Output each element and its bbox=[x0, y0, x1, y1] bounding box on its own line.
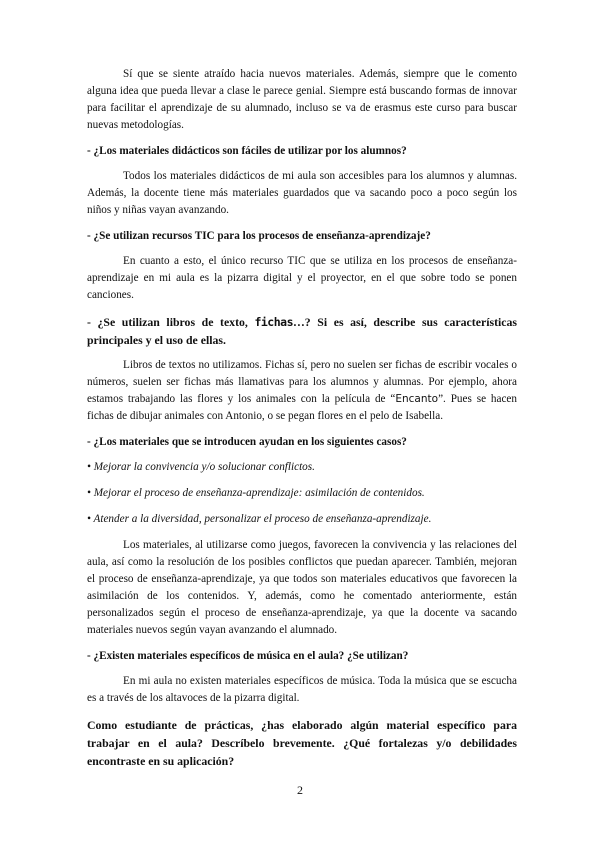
paragraph-music-answer: En mi aula no existen materiales específicos de música. Toda la música que se escucha es a través de los altavoces de la pizarra digital. bbox=[87, 675, 517, 704]
textbooks-answer-part1: Libros de textos no utilizamos. Fichas sí, pero no suelen ser fichas de escribir vocales o números, suelen ser fichas más llamativas para los alumnos y alumnas. Por ejemplo, ahora estamos trabajando las flores y los animales con la película de “ bbox=[87, 359, 517, 405]
bullet-diversidad: • Atender a la diversidad, personalizar el proceso de enseñanza-aprendizaje. bbox=[87, 513, 432, 525]
textbooks-answer-encanto: Encanto bbox=[395, 393, 439, 405]
paragraph-materials-accessible: Todos los materiales didácticos de mi aula son accesibles para los alumnos y alumnas. Además, la docente tiene más materiales guardados que va sacando poco a poco según los niños y niñas vayan avanzando. bbox=[87, 170, 517, 216]
question-music-materials: - ¿Existen materiales específicos de música en el aula? ¿Se utilizan? bbox=[87, 650, 409, 662]
paragraph-textbooks-answer bbox=[87, 357, 517, 425]
question-materials-help: - ¿Los materiales que se introducen ayudan en los siguientes casos? bbox=[87, 436, 407, 448]
paragraph-teacher-innovation: Sí que se siente atraído hacia nuevos materiales. Además, siempre que le comento alguna idea que pueda llevar a clase le parece genial. Siempre está buscando formas de innovar para facilitar el aprendizaje de su alumnado, incluso se va de erasmus este curso para buscar nuevas metodologías. bbox=[87, 68, 517, 131]
bullet-convivencia: • Mejorar la convivencia y/o solucionar conflictos. bbox=[87, 461, 315, 473]
page-number: 2 bbox=[297, 783, 303, 797]
page-body bbox=[87, 66, 517, 778]
question-materials-easy: - ¿Los materiales didácticos son fáciles de utilizar por los alumnos? bbox=[87, 145, 407, 157]
paragraph-materials-games: Los materiales, al utilizarse como juegos, favorecen la convivencia y las relaciones del aula, así como la resolución de los posibles conflictos que puedan aparecer. También, mejoran el proceso de enseñanza-aprendizaje, ya que todos son materiales educativos que favorecen la asimilación de los contenidos. Y, además, como he comentado anteriormente, están personalizados según el proceso de enseñanza-aprendizaje, ya que la docente va sacando materiales nuevos según vayan avanzando el alumnado. bbox=[87, 539, 517, 636]
question-textbooks bbox=[87, 313, 517, 349]
question-textbooks-fichas: fichas bbox=[254, 315, 293, 329]
paragraph-tic-answer: En cuanto a esto, el único recurso TIC que se utiliza en los procesos de enseñanza-aprendizaje en mi aula es la pizarra digital y el proyector, en el que sobre todo se ponen canciones. bbox=[87, 255, 517, 301]
textbooks-answer-part2: ”. Pues se hacen fichas de dibujar animales con Antonio, o se pegan flores en el pelo de Isabella. bbox=[87, 393, 517, 422]
question-tic-resources: - ¿Se utilizan recursos TIC para los procesos de enseñanza-aprendizaje? bbox=[87, 230, 431, 242]
question-textbooks-part2: …? Si es así, describe sus características principales y el uso de ellas. bbox=[87, 315, 517, 347]
bullet-asimilacion: • Mejorar el proceso de enseñanza-aprendizaje: asimilación de contenidos. bbox=[87, 487, 425, 499]
question-textbooks-part1: - ¿Se utilizan libros de texto, bbox=[87, 315, 255, 329]
question-student-material: Como estudiante de prácticas, ¿has elaborado algún material específico para trabajar en el aula? Descríbelo brevemente. ¿Qué fortalezas y/o debilidades encontraste en su aplicación? bbox=[87, 718, 517, 768]
